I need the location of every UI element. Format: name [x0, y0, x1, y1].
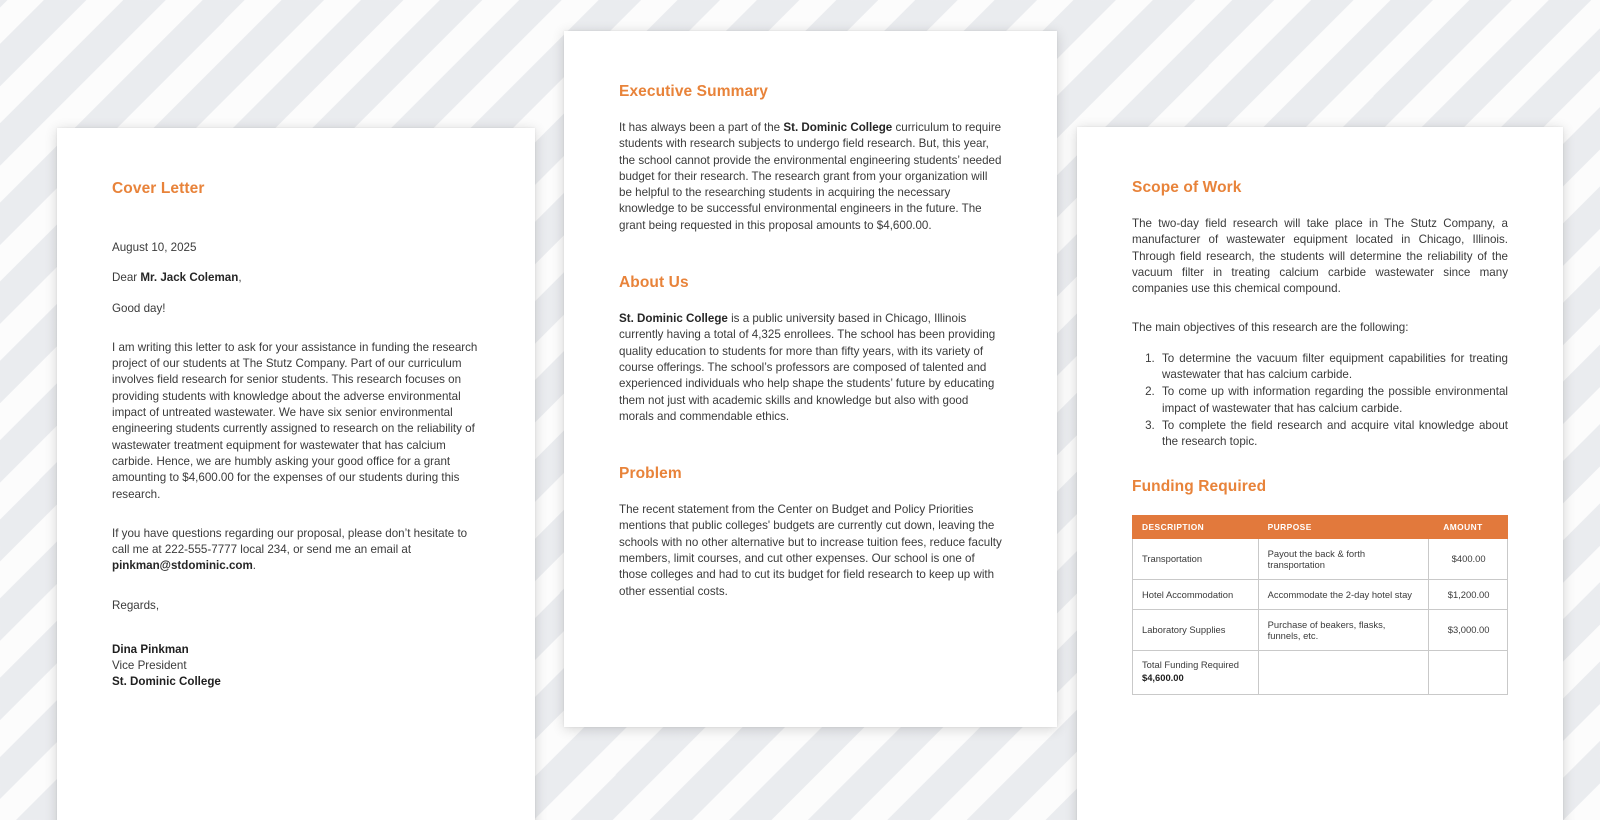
list-item: 3. To complete the field research and acquire vital knowledge about the research topic. — [1158, 418, 1508, 451]
cell-description: Transportation — [1133, 538, 1259, 579]
recipient-name: Mr. Jack Coleman — [140, 271, 239, 285]
letter-greeting: Good day! — [112, 301, 166, 315]
about-org-name: St. Dominic College — [619, 312, 728, 326]
cell-purpose: Accommodate the 2-day hotel stay — [1258, 579, 1429, 609]
list-item: 1. To determine the vacuum filter equipment capabilities for treating wastewater that has calcium carbide. — [1158, 351, 1508, 384]
table-header-row — [1133, 515, 1508, 538]
cell-description: Laboratory Supplies — [1133, 609, 1259, 650]
letter-salutation — [112, 270, 480, 286]
funding-table[interactable] — [1132, 515, 1508, 695]
cell-purpose: Payout the back & forth transportation — [1258, 538, 1429, 579]
cell-amount: $400.00 — [1429, 538, 1508, 579]
about-text-end: is a public university based in Chicago, Illinois currently having a total of 4,325 enrollees. The school has been providing quality education to students for more than fifty years, with its variety of course offerings. The school’s professors are composed of talented and experienced individuals who help shape the students’ future by educating them not just with academic skills and knowledge but also with good morals and commendable ethics. — [619, 312, 996, 423]
signer-title: Vice President — [112, 658, 187, 672]
document-page-scope-and-funding[interactable] — [1077, 127, 1563, 820]
spacer — [619, 439, 1002, 465]
exec-text-end: curriculum to require students with research subjects to undergo field research. But, this year, the school cannot provide the environmental engineering students’ needed budget for their research. The research grant from your organization will be helpful to the researching students in acquiring the necessary knowledge to be successful environmental engineers in the future. The grant being requested in this proposal amounts to $4,600.00. — [619, 121, 1002, 232]
letter-contact-paragraph — [112, 526, 480, 575]
letter-closing: Regards, — [112, 598, 160, 612]
signer-name: Dina Pinkman — [112, 643, 189, 657]
letter-date: August 10, 2025 — [112, 241, 197, 254]
page-title-cover-letter: Cover Letter — [112, 180, 205, 197]
column-header-purpose: PURPOSE — [1258, 515, 1429, 538]
table-total-row[interactable] — [1133, 650, 1508, 694]
section-title-funding-required: Funding Required — [1132, 477, 1267, 495]
contact-text-start: If you have questions regarding our proposal, please don’t hesitate to call me at 222-555-7777 local 234, or send me an email at — [112, 526, 468, 557]
total-amount: $4,600.00 — [1142, 672, 1184, 684]
spacer — [112, 589, 480, 598]
exec-text-start: It has always been a part of the — [619, 121, 784, 134]
objectives-intro: The main objectives of this research are the following: — [1132, 321, 1409, 335]
signer-organization: St. Dominic College — [112, 674, 221, 688]
contact-text-end: . — [252, 559, 257, 573]
cell-total — [1133, 650, 1259, 694]
letter-body-paragraph: I am writing this letter to ask for your assistance in funding the research project of our students at The Stutz Company. Part of our curriculum involves field research for senior students. This research focuses on providing students with knowledge about the adverse environmental impact of untreated wastewater. We have six senior environmental engineering students currently assigned to research on the reliability of wastewater treatment equipment for wastewater that has calcium carbide. Hence, we are humbly asking your good office for a grant amounting to $4,600.00 for the expenses of our students during this research. — [112, 340, 478, 501]
spacer — [112, 628, 480, 642]
contact-email[interactable]: pinkman@stdominic.com — [112, 559, 253, 573]
total-label: Total Funding Required — [1142, 658, 1239, 670]
section-title-executive-summary: Executive Summary — [619, 83, 769, 100]
exec-org-name: St. Dominic College — [783, 121, 893, 134]
column-header-amount: AMOUNT — [1429, 515, 1508, 538]
cell-amount: $3,000.00 — [1429, 609, 1508, 650]
objectives-list — [1132, 351, 1508, 451]
salutation-suffix: , — [238, 271, 242, 285]
document-page-proposal-summary[interactable] — [564, 31, 1057, 727]
cell-total-amount-empty — [1429, 650, 1508, 694]
section-title-about-us: About Us — [619, 274, 689, 292]
list-item: 2. To come up with information regarding the possible environmental impact of wastewater that has calcium carbide. — [1158, 384, 1508, 417]
spacer — [1132, 452, 1508, 478]
table-row[interactable] — [1133, 609, 1508, 650]
cell-amount: $1,200.00 — [1429, 579, 1508, 609]
scope-paragraph: The two-day field research will take place in The Stutz Company, a manufacturer of wastewater equipment located in Chicago, Illinois. Through field research, the students will determine the reliability of the vacuum filter in treating calcium carbide wastewater since many companies use this chemical compound. — [1132, 217, 1508, 296]
spacer — [619, 248, 1002, 274]
section-title-problem: Problem — [619, 465, 682, 483]
table-row[interactable] — [1133, 579, 1508, 609]
table-row[interactable] — [1133, 538, 1508, 579]
about-us-paragraph — [619, 311, 1002, 425]
spacer — [112, 517, 480, 526]
cell-total-purpose-empty — [1258, 650, 1429, 694]
spacer — [112, 331, 480, 340]
spacer — [1132, 311, 1508, 320]
document-page-cover-letter[interactable] — [57, 128, 535, 820]
problem-paragraph: The recent statement from the Center on Budget and Policy Priorities mentions that public colleges' budgets are currently cut down, leaving the schools with no other alternative but to increase tuition fees, reduce faculty members, limit courses, and cut other expenses. Our school is one of those colleges and had to cut its budget for field research to keep up with other essential costs. — [619, 503, 1002, 598]
section-title-scope-of-work: Scope of Work — [1132, 179, 1242, 196]
cell-purpose: Purchase of beakers, flasks, funnels, etc. — [1258, 609, 1429, 650]
cell-description: Hotel Accommodation — [1133, 579, 1259, 609]
executive-summary-paragraph — [619, 120, 1002, 234]
column-header-description: DESCRIPTION — [1133, 515, 1259, 538]
salutation-prefix: Dear — [112, 271, 141, 285]
